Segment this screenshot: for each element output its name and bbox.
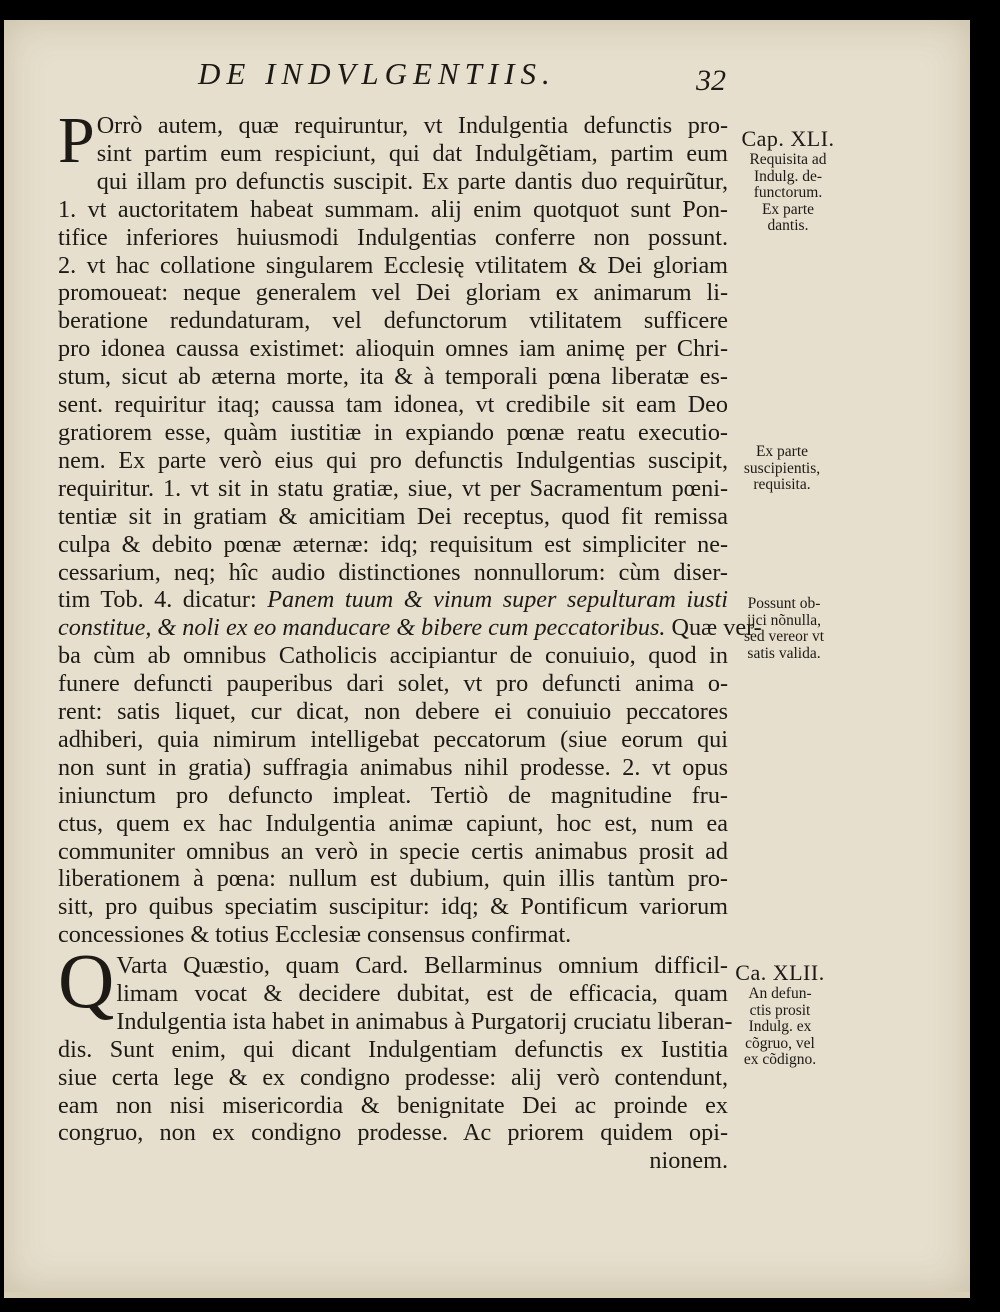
text-line: pro idonea caussa existimet: alioquin omnes iam animę per Chri- <box>58 335 728 363</box>
text-line: adhiberi, quia nimirum intelligebat peccatorum (siue eorum qui <box>58 725 728 753</box>
tobit-quote-italic: Panem tuum & vinum super sepulturam iusti <box>267 586 728 614</box>
marginal-line: ctis prosit <box>749 1001 811 1019</box>
marginal-line: suscipientis, <box>743 459 821 477</box>
marginal-line: An defun- <box>748 985 812 1002</box>
text-line: qui illam pro defunctis suscipit. Ex parte dantis duo requirũtur, <box>96 167 728 195</box>
marginal-line: functorum. <box>753 184 823 201</box>
text-line-tobit-quote <box>58 614 762 642</box>
text-line: tifice inferiores huiusmodi Indulgentias conferre non possunt. <box>58 223 728 251</box>
text-line: iniunctum pro defuncto impleat. Tertiò de magnitudine fru- <box>58 781 728 809</box>
text-line: stum, sicut ab æterna morte, ita & à temporali pœna liberatæ es- <box>58 363 728 391</box>
running-header: DE INDVLGENTIIS. <box>198 56 556 91</box>
marginal-line: Ex parte <box>761 200 815 218</box>
marginal-line: Ex parte <box>755 443 809 460</box>
drop-cap-q: Q <box>58 937 115 1024</box>
text-line: communiter omnibus an verò in specie certis animabus prosit ad <box>58 837 728 865</box>
marginal-note-requisita <box>728 126 848 235</box>
marginal-line: ijci nõnulla, <box>746 611 822 629</box>
text-line: beratione redundaturam, vel defunctorum vtilitatem sufficere <box>58 307 728 335</box>
text-line: rent: satis liquet, cur dicat, non debere ei conuiuio peccatores <box>58 698 728 726</box>
text-line: eam non nisi misericordia & benignitate Dei ac proinde ex <box>58 1091 728 1119</box>
text-line: Indulgentia ista habet in animabus à Purgatorij cruciatu liberan- <box>116 1007 733 1035</box>
catchword: nionem. <box>649 1147 728 1175</box>
text-line: non sunt in gratia) suffragia animabus nihil prodesse. 2. vt opus <box>58 753 728 781</box>
text-line: liberationem à pœna: nullum est dubium, quin illis tantùm pro- <box>58 865 728 893</box>
text-line: Varta Quæstio, quam Card. Bellarminus omnium difficil- <box>116 952 728 979</box>
tobit-quote-italic: constitue, & noli ex eo manducare & bibere cum peccatoribus. <box>58 614 666 642</box>
text-line: ba cùm ab omnibus Catholicis accipiantur de conuiuio, quod in <box>58 642 728 670</box>
text-line: 2. vt hac collatione singularem Ecclesię vtilitatem & Dei gloriam <box>58 251 728 279</box>
text-line: limam vocat & decidere dubitat, est de efficacia, quam <box>116 979 728 1007</box>
text-line: tentiæ sit in gratiam & amicitiam Dei receptus, quod fit remissa <box>58 502 728 530</box>
marginal-line: satis valida. <box>747 644 821 662</box>
paragraph-quarta-quaestio <box>58 937 733 1175</box>
marginal-line: requisita. <box>753 476 811 493</box>
text-line: nem. Ex parte verò eius qui pro defunctis Indulgentias suscipit, <box>58 446 728 474</box>
text-segment: tim Tob. 4. dicatur: <box>58 586 268 614</box>
marginal-line: sed vereor vt <box>743 628 825 645</box>
text-line: gratiorem esse, quàm iustitiæ in expiando pœnæ reatu executio- <box>58 418 728 446</box>
text-line: dis. Sunt enim, qui dicant Indulgentiam defunctis ex Iustitia <box>58 1035 728 1063</box>
text-line: congruo, non ex condigno prodesse. Ac priorem quidem opi- <box>58 1119 728 1147</box>
text-line: 1. vt auctoritatem habeat summam. alij enim quotquot sunt Pon- <box>58 195 728 223</box>
marginal-line: dantis. <box>767 217 809 234</box>
marginal-note-an-defunctis <box>720 960 840 1069</box>
text-line: sint partim eum respiciunt, qui dat Indulgẽtiam, partim eum <box>96 139 728 167</box>
text-line: sitt, pro quibus speciatim suscipitur: idq; & Pontificum variorum <box>58 893 728 921</box>
text-line: promoueat: neque generalem vel Dei gloriam ex animarum li- <box>58 279 728 307</box>
drop-cap-p: P <box>58 104 95 177</box>
page-number: 32 <box>696 64 726 97</box>
text-segment: Quæ ver- <box>665 614 762 642</box>
text-line: sent. requiritur itaq; caussa tam idonea, vt credibile sit eam Deo <box>58 391 728 419</box>
marginal-chapter-heading: Ca. XLII. <box>735 960 825 985</box>
text-line: ctus, quem ex hac Indulgentia animæ capiunt, hoc est, num ea <box>58 809 728 837</box>
marginal-chapter-heading: Cap. XLI. <box>741 126 835 151</box>
text-line: Orrò autem, quæ requiruntur, vt Indulgentia defunctis pro- <box>96 112 728 139</box>
text-line: cessarium, neq; hîc audio distinctiones nonnullorum: cùm diser- <box>58 558 728 586</box>
text-line: concessiones & totius Ecclesiæ consensus confirmat. <box>58 921 572 949</box>
text-line: culpa & debito pœnæ æternæ: idq; requisitum est simpliciter ne- <box>58 530 728 558</box>
text-line: siue certa lege & ex condigno prodesse: alij verò contendunt, <box>58 1063 728 1091</box>
marginal-line: Possunt ob- <box>747 595 821 612</box>
marginal-line: Requisita ad <box>749 151 827 168</box>
marginal-line: ex cõdigno. <box>743 1051 817 1068</box>
text-line: funere defuncti pauperibus dari solet, vt pro defuncti anima o- <box>58 670 728 698</box>
text-line-tobit-quote <box>58 586 728 614</box>
marginal-note-suscipientis <box>722 444 842 494</box>
text-line: requiritur. 1. vt sit in statu gratiæ, siue, vt per Sacramentum pœni- <box>58 474 728 502</box>
marginal-line: Indulg. ex <box>748 1018 812 1035</box>
marginal-line: cõgruo, vel <box>745 1034 815 1052</box>
paragraph-indulgences-requirements <box>58 104 762 949</box>
marginal-line: Indulg. de- <box>753 167 822 185</box>
marginal-note-possunt <box>724 596 844 662</box>
